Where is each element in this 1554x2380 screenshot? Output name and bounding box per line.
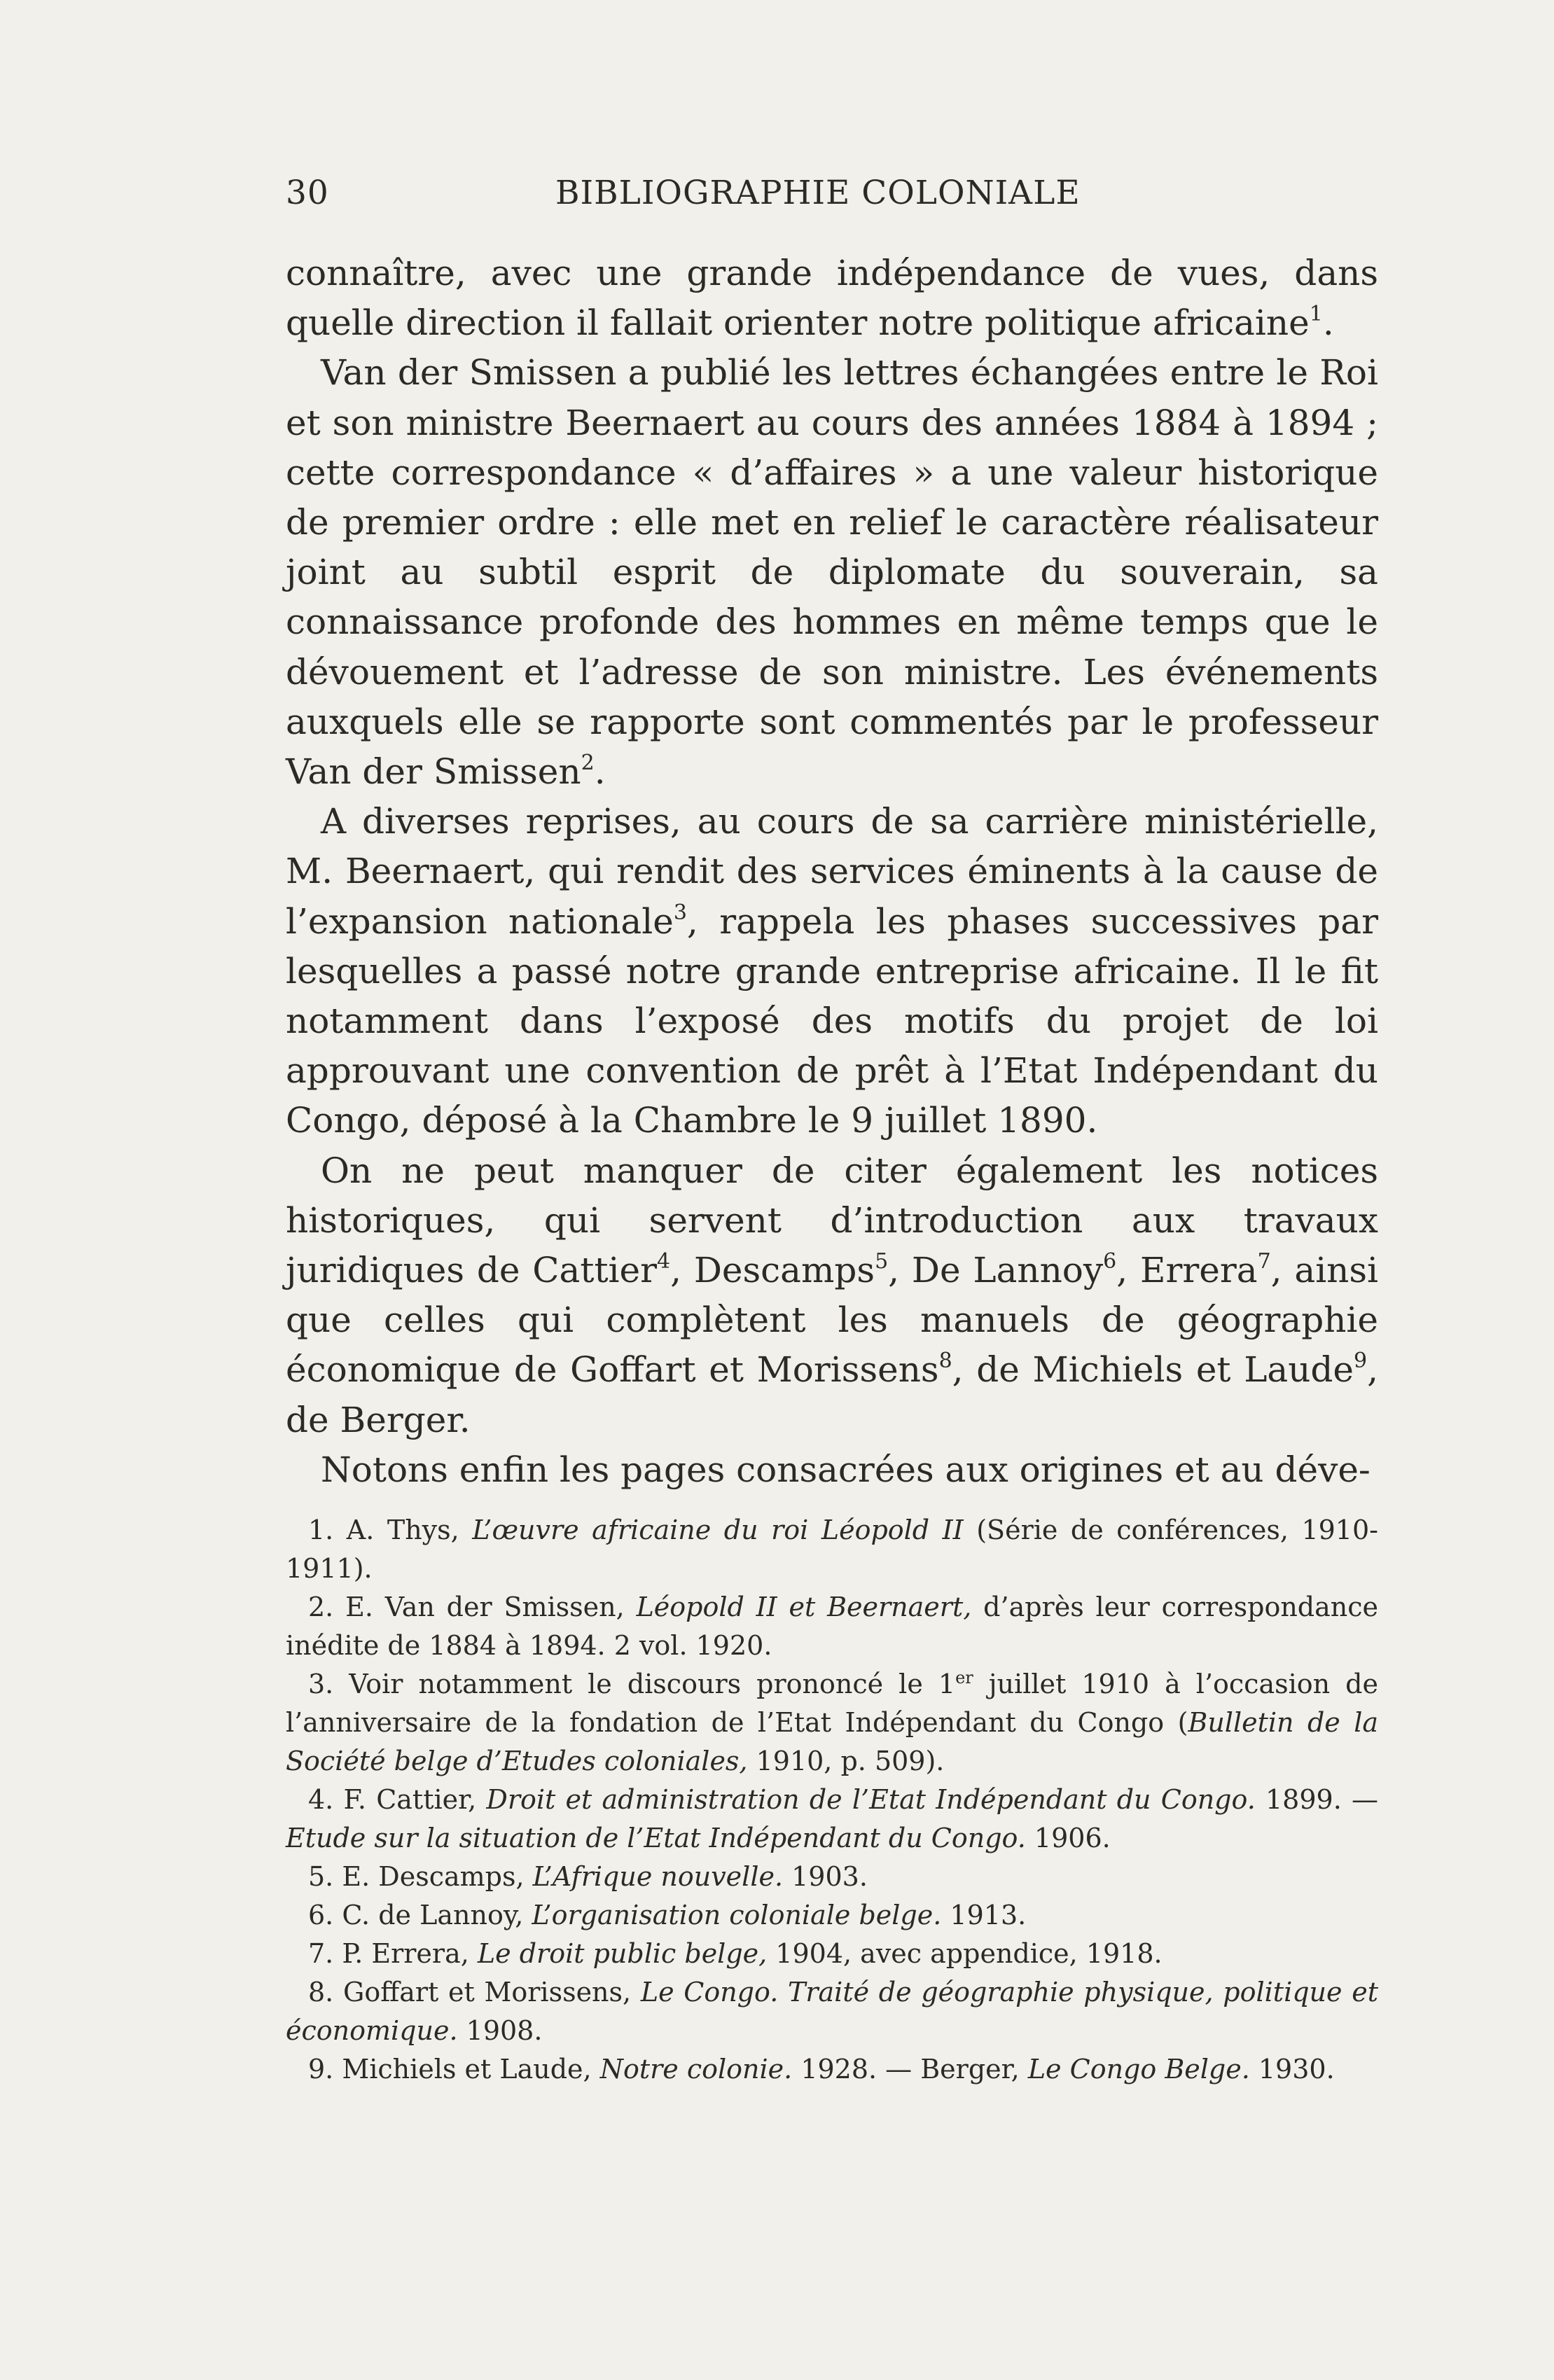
paragraph-1: connaître, avec une grande indépendance de vues, dans quelle direction il fallait orienter notre politique africaine$^1$. [286,253,1378,344]
footnote-3: 3. Voir notamment le discours prononcé le 1er juillet 1910 à l’occasion de l’anniversaire de la fondation de l’Etat Indépendant du Congo (Bulletin de la Société belge d’Etudes coloniales, 1910, p. 509). [286,1668,1379,1776]
footnotes [286,1511,1378,2089]
footnote-4: 4. F. Cattier, Droit et administration de l’Etat Indépendant du Congo. 1899. — Etude sur la situation de l’Etat Indépendant du Congo. 1906. [286,1784,1378,1853]
footnote-ref-1: 1 [1309,302,1323,327]
footnote-7: 7. P. Errera, Le droit public belge, 1904, avec appendice, 1918. [308,1938,1163,1969]
footnote-ref-6: 6 [1103,1249,1117,1274]
paragraph-4: On ne peut manquer de citer également les notices historiques, qui servent d’introduction aux travaux juridiques de Cattier$^4$, Descamps$^5$, De Lannoy$^6$, Errera$^7$, ainsi que celles qui complètent les manuels de géographie économique de Goffart et Morissens$^8$, de Michiels et Laude$^9$, de Berger. [286,1150,1379,1440]
paragraph-3: A diverses reprises, au cours de sa carrière ministérielle, M. Beernaert, qui rendit des services éminents à la cause de l’expansion nationale$^3$, rappela les phases successives par lesquelles a passé notre grande entreprise africaine. Il le fit notamment dans l’exposé des motifs du projet de loi approuvant une convention de prêt à l’Etat Indépendant du Congo, déposé à la Chambre le 9 juillet 1890. [286,801,1378,1141]
paragraph-5: Notons enfin les pages consacrées aux origines et au déve- [321,1449,1371,1490]
footnote-ref-2: 2 [581,751,595,776]
footnote-8: 8. Goffart et Morissens, Le Congo. Traité de géographie physique, politique et économique. 1908. [286,1977,1378,2046]
running-head: BIBLIOGRAPHIE COLONIALE [555,174,1081,212]
footnote-ref-7: 7 [1257,1249,1271,1274]
footnote-ref-5: 5 [875,1249,889,1274]
footnote-ref-3: 3 [673,900,687,925]
footnote-ref-9: 9 [1354,1349,1368,1374]
page-header [286,174,1378,223]
footnote-9: 9. Michiels et Laude, Notre colonie. 1928. — Berger, Le Congo Belge. 1930. [308,2054,1335,2085]
footnote-1: 1. A. Thys, L’œuvre africaine du roi Léopold II (Série de conférences, 1910-1911). [286,1515,1378,1584]
main-text [286,249,1378,1495]
page-number: 30 [286,174,329,212]
footnote-6: 6. C. de Lannoy, L’organisation coloniale belge. 1913. [308,1900,1027,1930]
footnote-5: 5. E. Descamps, L’Afrique nouvelle. 1903. [308,1861,868,1892]
footnote-ref-4: 4 [657,1249,671,1274]
footnote-ref-8: 8 [938,1349,952,1374]
footnote-2: 2. E. Van der Smissen, Léopold II et Beernaert, d’après leur correspondance inédite de 1884 à 1894. 2 vol. 1920. [286,1592,1379,1661]
paragraph-2: Van der Smissen a publié les lettres échangées entre le Roi et son ministre Beernaert au cours des années 1884 à 1894 ; cette correspondance « d’affaires » a une valeur historique de premier ordre : elle met en relief le caractère réalisateur joint au subtil esprit de diplomate du souverain, sa connaissance profonde des hommes en même temps que le dévouement et l’adresse de son ministre. Les événements auxquels elle se rapporte sont commentés par le professeur Van der Smissen$^2$. [286,352,1378,793]
